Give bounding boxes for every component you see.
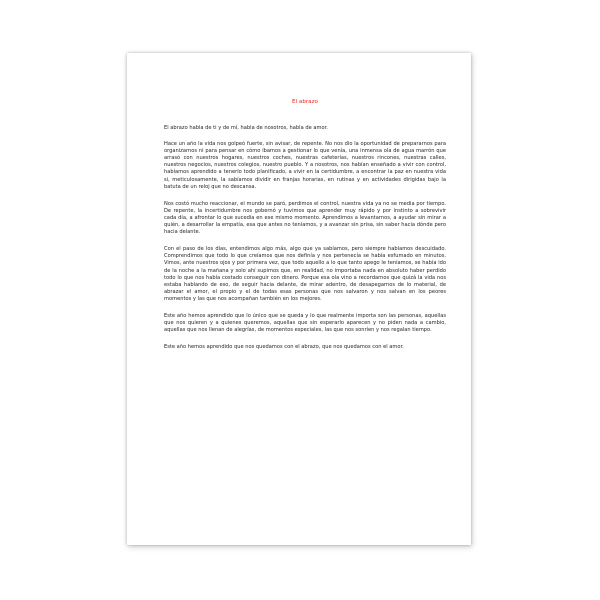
paragraph-closing: Este año hemos aprendido que nos quedamos con el abrazo, que nos quedamos con el amor. <box>164 344 404 351</box>
paragraph-1: Hace un año la vida nos golpeó fuerte, sin avisar, de repente. No nos dio la oportunidad de prepararnos para organizarnos ni para pensar en cómo íbamos a gestionar lo que venía, una inmensa ola de agua marrón que arrasó con nuestros hogares, nuestros coches, nuestras cafeterías, nuestros rincones, nuestras calles, nuestros negocios, nuestros colegios, nuestro pueblo. Y a nosotros, nos habían enseñado a vivir con control, habíamos aprendido a tenerlo todo planificado, a vivir en la certidumbre, a encontrar la paz en nuestra vida si, meticulosamente, la sabíamos dividir en franjas horarias, en rutinas y en actividades dirigidas bajo la batuta de un reloj que no descansa. <box>164 141 446 190</box>
paragraph-3: Con el paso de los días, entendimos algo más, algo que ya sabíamos, pero siempre hablamos descuidado. Comprendimos que todo lo que creíamos que nos definía y nos pertenecía se había esfumado en minutos. Vimos, ante nuestros ojos y por primera vez, que todo aquello a lo que tanto apego le teníamos, se había ido de la noche a la mañana y solo ahí supimos que, en realidad, no importaba nada en absoluto haber perdido todo lo que nos había costado conseguir con dinero. Porque esa ola vino a recordarnos que quizá la vida nos estaba hablando de eso, de seguir hacia delante, de mirar adentro, de desapegarnos de lo material, de abrazar el amor, el propio y el de todas esas personas que nos salvaron y nos salvan en los peores momentos y las que nos acompañan también en los mejores. <box>164 246 446 302</box>
document-sheet <box>127 53 471 545</box>
paragraph-2: Nos costó mucho reaccionar, el mundo se paró, perdimos el control, nuestra vida ya no se media por tiempo. De repente, la incertidumbre nos gobernó y tuvimos que aprender muy rápido y por instinto a sobrevivir cada día, a afrontar lo que sucedía en ese mismo momento. Aprendimos a levantarnos, a ayudar sin mirar a quién, a desarrollar la empatía, esa que antes no teníamos, y a avanzar sin prisa, sin saber hacia dónde pero hacia delante. <box>164 200 446 236</box>
document-title: El abrazo <box>292 99 318 105</box>
paragraph-4: Este año hemos aprendido que lo único que se queda y lo que realmente importa son las personas, aquellas que nos quieren y a quienes queremos, aquellas que sin esperarlo aparecen y no piden nada a cambio, aquellas que nos llenan de alegrías, de momentos especiales, las que nos sonríen y nos regalan tiempo. <box>164 312 446 334</box>
paragraph-intro: El abrazo habla de ti y de mí, habla de nosotros, habla de amor. <box>164 125 328 131</box>
